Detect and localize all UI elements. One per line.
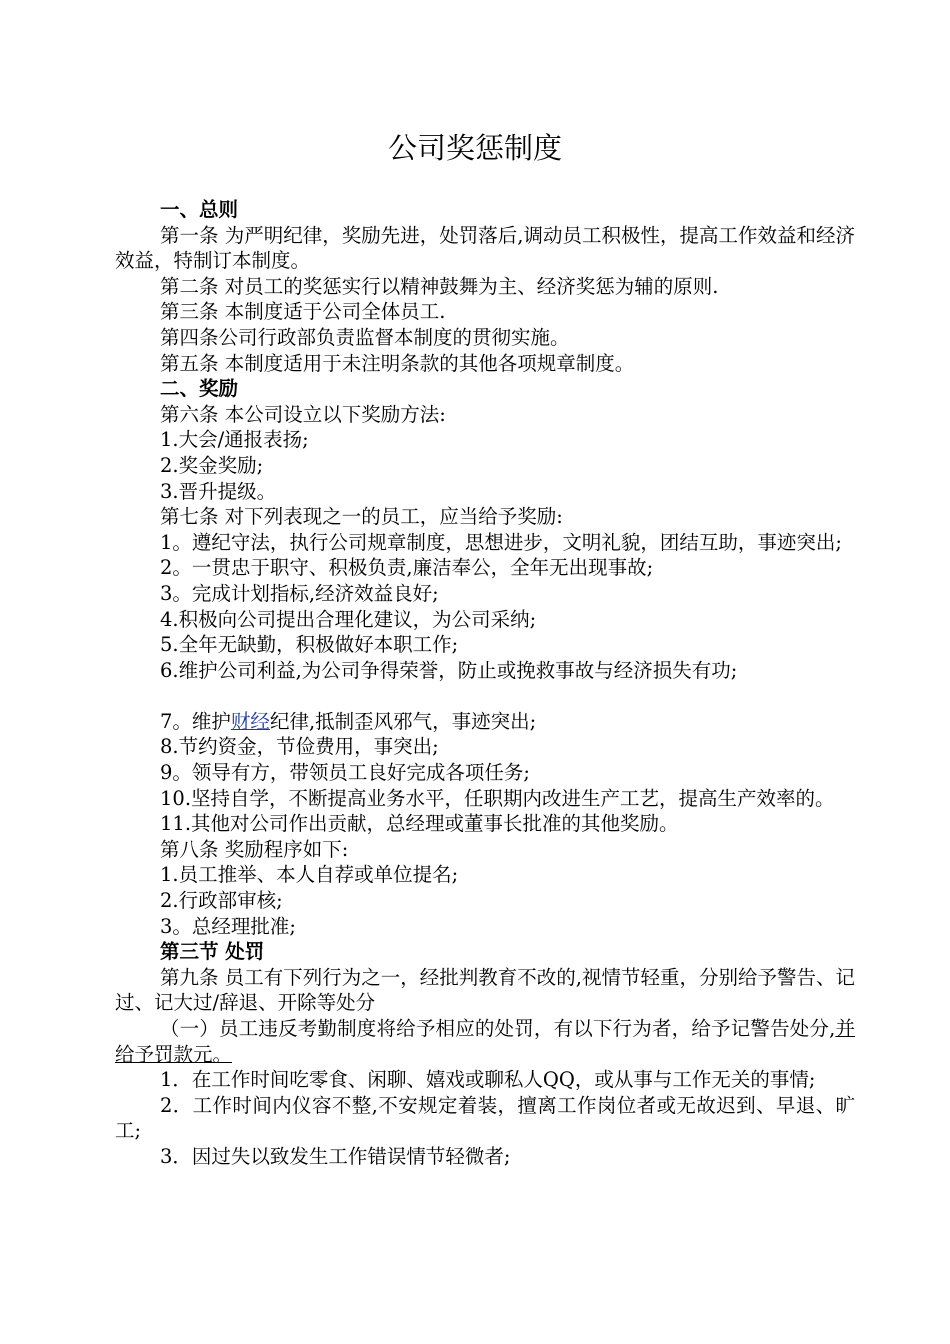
reward-condition-item: 10.坚持自学，不断提高业务水平，任职期内改进生产工艺，提高生产效率的。	[160, 786, 835, 810]
reward-condition-item: 4.积极向公司提出合理化建议，为公司采纳;	[160, 607, 537, 631]
article-9: 第九条 员工有下列行为之一，经批判教育不改的,视情节轻重，分别给予警告、记过、记大过/辞退、开除等处分	[115, 965, 855, 1015]
article-4: 第四条公司行政部负责监督本制度的贯彻实施。	[160, 325, 570, 349]
blank-line	[115, 683, 855, 709]
reward-condition-item: 1。遵纪守法，执行公司规章制度，思想进步，文明礼貌，团结互助，事迹突出;	[160, 530, 842, 554]
article-5: 第五条 本制度适用于未注明条款的其他各项规章制度。	[160, 351, 635, 375]
violation-item: 3．因过失以致发生工作错误情节轻微者;	[160, 1144, 511, 1168]
article-6: 第六条 本公司设立以下奖励方法:	[160, 402, 446, 426]
document-body	[115, 197, 855, 1170]
section-heading-rewards: 二、奖励	[160, 377, 239, 401]
reward-condition-item: 2。一贯忠于职守、积极负责,廉洁奉公，全年无出现事故;	[160, 556, 654, 580]
item-text: 7。维护	[160, 709, 231, 733]
reward-condition-item: 5.全年无缺勤，积极做好本职工作;	[160, 633, 459, 657]
reward-procedure-item: 3。总经理批准;	[160, 914, 296, 938]
clause-text: （一）员工违反考勤制度将给予相应的处罚，有以下行为者，给予记警告处分,	[160, 1017, 836, 1040]
reward-condition-item	[115, 709, 855, 735]
reward-method-item: 2.奖金奖励;	[160, 453, 264, 477]
article-7: 第七条 对下列表现之一的员工，应当给予奖励:	[160, 505, 563, 529]
penalty-clause	[115, 1016, 855, 1067]
reward-method-item: 1.大会/通报表扬;	[160, 428, 309, 452]
article-3: 第三条 本制度适于公司全体员工.	[160, 300, 446, 324]
section-heading-general: 一、总则	[160, 198, 239, 221]
reward-procedure-item: 1.员工推举、本人自荐或单位提名;	[160, 863, 459, 887]
reward-method-item: 3.晋升提级。	[160, 479, 277, 503]
article-1: 第一条 为严明纪律，奖励先进，处罚落后,调动员工积极性，提高工作效益和经济效益，特制订本制度。	[115, 223, 855, 273]
reward-procedure-item: 2.行政部审核;	[160, 889, 283, 913]
finance-link[interactable]: 财经	[230, 709, 270, 733]
article-2: 第二条 对员工的奖惩实行以精神鼓舞为主、经济奖惩为辅的原则.	[160, 274, 719, 298]
violation-item: 2．工作时间内仪容不整,不安规定着装，擅离工作岗位者或无故迟到、早退、旷工;	[115, 1093, 855, 1143]
reward-condition-item: 11.其他对公司作出贡献，总经理或董事长批准的其他奖励。	[160, 812, 679, 836]
reward-condition-item: 3。完成计划指标,经济效益良好;	[160, 581, 439, 605]
reward-condition-item: 9。领导有方，带领员工良好完成各项任务;	[160, 761, 530, 785]
document-title: 公司奖惩制度	[387, 131, 562, 165]
violation-item: 1．在工作时间吃零食、闲聊、嬉戏或聊私人QQ，或从事与工作无关的事情;	[160, 1068, 816, 1092]
clause-underlined-text: 并给予罚款元。	[115, 1017, 855, 1066]
reward-condition-item: 6.维护公司利益,为公司争得荣誉，防止或挽救事故与经济损失有功;	[160, 658, 738, 682]
reward-condition-item: 8.节约资金，节俭费用，事突出;	[160, 735, 439, 759]
section-heading-penalties: 第三节 处罚	[160, 940, 265, 964]
item-text: 纪律,抵制歪风邪气，事迹突出;	[269, 709, 537, 733]
article-8: 第八条 奖励程序如下:	[160, 837, 349, 861]
